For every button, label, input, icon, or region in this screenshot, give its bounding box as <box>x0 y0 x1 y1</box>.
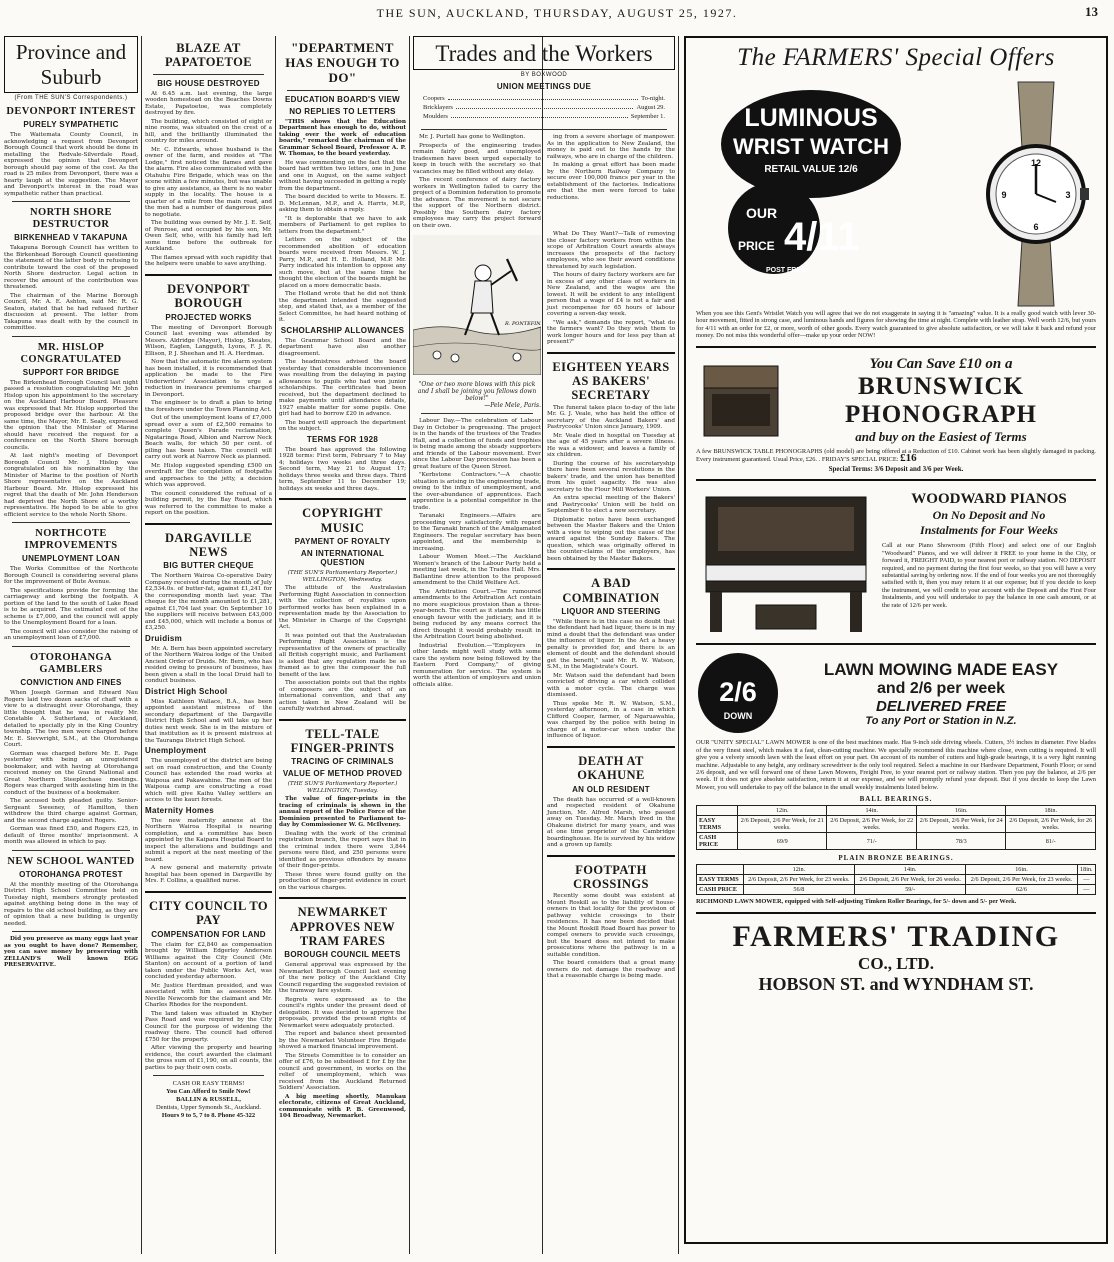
article-paragraph: Miss Kathleen Wallace, B.A., has been appointed assistant mistress of the secondary department of the Dargaville District High School and will take up her duties next week. She is in the mixture of that institution as it is present mistress at the Tauranga District High School. <box>145 698 272 744</box>
watch-icon <box>976 78 1096 310</box>
table-row <box>697 885 1096 895</box>
cartoon-signature: R. PONTEFIN. <box>505 321 541 327</box>
article-headline: CITY COUNCIL TO PAY <box>149 898 268 928</box>
row-label: EASY TERMS <box>697 816 738 833</box>
watch-headline: WRIST WATCH <box>732 134 890 159</box>
article-paragraph: The report and balance sheet presented by the Newmarket Volunteer Fire Brigade showed a marked financial improvement. <box>279 1031 406 1051</box>
article-paragraph: During the course of his secretaryship there have been several revolutions in the bakers' trade, and the union has benefited from his quiet sagacity. He was also secretary to the Flour Mill Workers' Union. <box>547 460 675 493</box>
size-header: 14in. <box>827 806 917 816</box>
article-paragraph: It was pointed out that the Australasian Performing Right Association is the representative of the owners of practically all British copyright music, and Parliament is asked that any regulation made be so framed as to give the composer the full benefit of the law. <box>279 632 406 678</box>
article-headline: A BAD COMBINATION <box>562 576 660 605</box>
article-headline: "DEPARTMENT HAS ENOUGH TO DO" <box>285 40 400 85</box>
column-rule <box>141 36 142 1254</box>
article-paragraph: The Grammar School Board and the department have also another disagreement. <box>279 337 406 357</box>
table-cell: 2/6 Deposit, 2/6 Per Week, for 23 weeks. <box>966 875 1077 885</box>
article-subhead: UNION MEETINGS DUE <box>496 82 592 91</box>
phonograph-icon <box>696 354 786 444</box>
article-paragraph: At 6.45 a.m. last evening, the large wooden homestead on the Beaches Downs Estate, Papatoetoe, was completely destroyed by fire. <box>145 90 272 117</box>
masthead-title: THE SUN, AUCKLAND, THURSDAY, AUGUST 25, 1927. <box>376 6 738 20</box>
article-paragraph: The death has occurred of a well-known and respected resident of Okahune Junction, Mr. Alfred Marsh, who passed away on Tuesday. Mr. Marsh lived in the Ohakune district for many years, and was at one time proprietor of the Cambridge boardinghouse. He is survived by his widow and a grown up family. <box>547 796 675 849</box>
article-paragraph: Diplomatic notes have been exchanged between the Master Bakers and the Union with a view to wiping out the cause of the award against the Sunday Bakers. The question, which was originally offered in the counter-claims of the employers, has been obtained by the Master Bakers. <box>547 516 675 562</box>
article-paragraph: Labour Women Meet.—The Auckland Women's branch of the Labour Party held a meeting last week, in the Trades Hall. Mrs. Ballantine drew attention to the proposed amendment to the Child Welfare Act. <box>413 554 541 586</box>
article-headline: DEVONPORT BOROUGH <box>167 281 250 311</box>
article-paragraph: The association points out that the rights of composers are the subject of an international convention, and that any action taken in New Zealand will be carefully watched abroad. <box>279 680 406 713</box>
article-paragraph: The building was owned by Mr. J. E. Self, of Penrose, and occupied by his son, Mr. Owen Self, who, with his family had left some time before the outbreak for Auckland. <box>145 220 272 253</box>
article-subsection: District High School <box>145 686 228 696</box>
article-subhead: BOROUGH COUNCIL MEETS <box>284 950 401 960</box>
plain-bearings-heading: PLAIN BRONZE BEARINGS. <box>838 854 954 863</box>
table-cell: 78/3 <box>916 833 1006 850</box>
mower-price-badge <box>696 651 780 735</box>
article-subhead: BIG BUTTER CHEQUE <box>163 561 254 571</box>
watch-price-label: PRICE <box>738 239 775 253</box>
article-paragraph: Regrets were expressed as to the council's rights under the present deed of delegation. It was decided to approve the proposals, provided the present rights of Newmarket were adequately protected. <box>279 996 406 1029</box>
meeting-name: Moulders <box>423 113 448 120</box>
article-subhead: BIG HOUSE DESTROYED <box>157 78 260 88</box>
article-paragraph: The board will approach the department on the subject. <box>279 419 406 433</box>
article-paragraph: Taranaki Engineers.—Affairs are proceeding very satisfactorily with regard to the Taranaki branch of the Amalgamated Engineers. The regular secretary has been appointed, and the membership is increasing. <box>413 513 541 552</box>
section-byline: BY BOXWOOD <box>520 72 568 78</box>
article-paragraph: The Holland wrote that he did not think the department intended the suggested step, and stated that, as a member of the Select Committee, he had heard nothing of it. <box>279 291 406 324</box>
column-rule <box>275 36 276 1254</box>
watch-our: OUR <box>746 205 778 221</box>
cartoon-illustration <box>413 235 541 375</box>
article-paragraph: The Streets Committee is to consider an offer of £76, to be subsidised £ for £ by the council and government, in works on the relief of unemployment, which was received from the Auckland Returned Soldiers' Association. <box>279 1052 406 1092</box>
row-label: CASH PRICE <box>697 833 738 850</box>
table-cell: 2/6 Deposit, 2/6 Per Week, for 24 weeks. <box>916 816 1006 833</box>
table-cell: 81/- <box>1006 833 1096 850</box>
article-subhead: PROJECTED WORKS <box>165 312 252 322</box>
article-paragraph: Letters on the subject of the recommended abolition of education boards were received from Messrs. W. J. Parry, M.P., and H. E. Holland, M.P. Mr. Parry indicated his intention to oppose any such move, but at the same time he thought the election of the boards might be placed on a more democratic basis. <box>279 237 406 289</box>
article-paragraph: Gorman was charged before Mr. E. Page yesterday with being an unregistered bookmaker, and with having at Otorohanga received money on the Grand National and Great Northern Steeplechase meetings. Rogers was charged with assisting him in the conduct of the business of a bookmaker. <box>4 750 138 796</box>
article-subhead: AN INTERNATIONAL QUESTION <box>300 549 385 568</box>
article-paragraph: The board decided to write to Messrs. E. D. McLennan, M.P., and A. Harris, M.P., asking them to obtain a reply. <box>279 194 406 214</box>
article-dateline: (THE SUN'S Parliamentary Reporter.) WELLINGTON, Tuesday. <box>287 781 398 794</box>
article-paragraph: The Birkenhead Borough Council last night passed a resolution congratulating Mr. John Hislop upon his appointment to the secretary on the Auckland Harbour Board. Pleasure was expressed that Mr. Hislop supported the proposed bridge over the harbour. At the same time, the Mayor, Mr. E. Sealy, expressed the opinion that the Minister of Marine should have received the request for a conference on the North Shore borough councils. <box>4 379 138 451</box>
watch-post: POST FREE <box>766 267 806 274</box>
section-banner: Province and Suburb <box>4 36 138 93</box>
article-paragraph: The Waitemata County Council, in acknowledging a request from Devonport Borough Council that work should be done in metalling the Redvale-Silverdale Road, expressed the opinion that Devonport borough should pay some of the cost. As the road is 25 miles from Devonport, there was a hearty laugh at the suggestion. The Mayor and Devonport's interest in the road was sympathetic rather than practical. <box>4 132 138 197</box>
article-subhead: LIQUOR AND STEERING <box>561 606 661 616</box>
article-paragraph: Mr. Hislop suggested spending £500 on overdraft for the completion of footpaths and approaches to the jetty, a decision which was approved. <box>145 462 272 488</box>
article-lede: "THIS shows that the Education Department has enough to do, without taking over the work of education boards," remarked the chairman of the Grammar School Board, Professor A. P. W. Thomas, to the board yesterday. <box>279 118 406 158</box>
footer-company-suffix: CO., LTD. <box>858 953 934 973</box>
row-label: EASY TERMS <box>697 875 744 885</box>
article-paragraph: After viewing the property and hearing evidence, the court awarded the claimant the gross sum of £1,190, on all counts, the parties to pay their own costs. <box>145 1045 272 1071</box>
article-paragraph: The board considers that a great many owners do not damage the roadway and that a reasonable charge is being made. <box>547 960 675 980</box>
section-banner: Trades and the Workers <box>413 36 675 70</box>
article-paragraph: "Kerbstone Contractors."—A chaotic situation is arising in the engineering trade, owing to the influx of unemployment, and the over-abundance of apprentices. Each apprentice is a potential competitor in the trade. <box>413 472 541 511</box>
meeting-date: August 29. <box>636 104 665 111</box>
article-paragraph: The specifications provide for forming the carriageway and kerbing the footpath. A portion of the land to the south of Lake Road is to be acquired. The estimated cost of the scheme is £7,000, and the council will apply to the Unemployment Board for a loan. <box>4 587 138 627</box>
svg-text:12: 12 <box>1030 158 1042 168</box>
table-row <box>697 833 1096 850</box>
advert-farmers <box>684 36 1108 1254</box>
masthead <box>0 0 1114 30</box>
article-paragraph: A new general and maternity private hospital has been opened in Dargaville by Mrs. F. Collins, a qualified nurse. <box>145 865 272 885</box>
table-cell: — <box>1077 885 1095 895</box>
article-paragraph: Labour Day.—The celebration of Labour Day in October is progressing. The project is in the hands of the trustees of the Trades Hall, and a collection of funds and trophies is being made among the steady supporters and friends of the Labour movement. Ever since the Labour Day procession has been a great feature of the Queen Street. <box>413 418 541 470</box>
size-header: 12in. <box>743 865 854 875</box>
article-paragraph: Mr. Watson said the defendant had been convicted of driving a car which collided with a motor cycle. The charge was dismissed. <box>547 672 675 699</box>
article-paragraph: The accused both pleaded guilty. Senior-Sergeant Sweeney, of Hamilton, then withdrew the third charge against Gorman, and the second charge against Rogers. <box>4 798 138 824</box>
piano-title: WOODWARD PIANOS <box>911 491 1067 508</box>
article-headline: DARGAVILLE NEWS <box>164 530 253 559</box>
advert-dentist <box>145 1080 272 1120</box>
mower-port: To any Port or Station in N.Z. <box>865 714 1017 727</box>
phonograph-save: You Can Save £10 on a <box>869 356 1013 373</box>
article-paragraph: The new maternity annexe at the Northern Wairoa Hospital is nearing completion, and a committee has been appointed by the Kaipara Hospital Board to inspect the alterations and buildings and submit a report at the next meeting of the board. <box>145 817 272 863</box>
footer-address: HOBSON ST. and WYNDHAM ST. <box>758 973 1034 994</box>
watch-headline: LUMINOUS <box>744 104 878 132</box>
article-paragraph: "While there is in this case no doubt that the defendant had had liquor, there is in my mind a doubt that the defendant was under the influence of liquor. In the Act a heavy penalty is provided for, and there is an element of doubt and the defendant should get the benefit," said Mr. R. W. Watson, S.M., in the Magistrate's Court. <box>547 618 675 671</box>
article-paragraph: These three were found guilty on the production of finger-print evidence in court on the various charges. <box>279 871 406 891</box>
meeting-row <box>423 103 665 112</box>
phonograph-text: A few BRUNSWICK TABLE PHONOGRAPHS (old model) are being offered at a Reduction of £10. Cabinet work has been slightly damaged in packing. Every instrument guaranteed. Usual Price, £26. . FRIDAY'S SPECIAL PRICE: <box>696 447 1096 464</box>
article-subhead: CONVICTION AND FINES <box>20 678 122 688</box>
watch-graphic <box>696 78 956 310</box>
column-trades <box>413 36 675 1254</box>
phonograph-price: £16 <box>900 452 917 465</box>
article-subhead: TRACING OF CRIMINALS <box>291 757 394 767</box>
size-header: 18in. <box>1077 865 1095 875</box>
article-paragraph: The building, which consisted of eight or nine rooms, was situated on the crest of a hill, and the brilliantly illuminated the country for miles around. <box>145 118 272 145</box>
article-paragraph: Mr. Justice Herdman presided, and was associated with him as assessors Mr. Neville Newcomb for the claimant and Mr. Charles Rhodes for the respondent. <box>145 982 272 1008</box>
advert-box <box>684 36 1108 1244</box>
article-subhead: OTOROHANGA PROTEST <box>19 869 123 879</box>
svg-text:3: 3 <box>1065 190 1071 200</box>
article-paragraph: Prospects of the engineering trades remain fairly good, and unemployed tradesmen have been urged especially to keep in touch with the secretary so that vacancies may be filled without any delay. <box>413 142 541 175</box>
article-dateline: (THE SUN'S Parliamentary Reporter.) WELLINGTON, Wednesday. <box>287 570 398 583</box>
article-paragraph: Mr. J. Purtell has gone to Wellington. <box>419 134 526 140</box>
article-paragraph: What Do They Want?—Talk of removing the closer factory workers from within the scope of Arbitration Court awards always increases the prospects of the factory employees, who see their award conditions threatened by such legislation. <box>547 231 675 270</box>
article-paragraph: The engineer is to draft a plan to bring the foreshore under the Town Planning Act. <box>145 400 272 413</box>
ball-bearings-table <box>696 805 1096 850</box>
article-paragraph: Recently some doubt was existent at Mount Roskill as to the liability of house-owners in that locality for the provision of pathway vehicle crossings to their residences. It has now been decided that the Mount Roskill Road Board has power to compel owners to provide such crossings, but the board does not intend to make prosecutions where the pathway is in a suitable condition. <box>547 893 675 958</box>
article-paragraph: "We ask," demands the report, "what do the farmers want? Do they wish them to work longer hours and for less pay than at present?" <box>547 319 675 345</box>
article-paragraph: The unemployed of the district are being set on road construction, and the County Council has extended the road works at Waipoua and Pakawahine. The men of the Waipoua camp are constructing a road which will give Kaihu Valley settlers an access to the kauri forests. <box>145 758 272 804</box>
size-header: 14in. <box>855 865 966 875</box>
article-subhead: PAYMENT OF ROYALTY <box>294 537 391 547</box>
article-paragraph: Industrial Evolution.—"Employers in other lands might well study with some care the system now being followed by the Eastern Ford Company," of giving remuneration for service. The system is worth the attention of employers and union officials alike. <box>413 642 541 688</box>
article-headline: DEVONPORT INTEREST <box>6 106 136 117</box>
plain-bearings-table <box>696 864 1096 895</box>
article-headline: TELL-TALE FINGER-PRINTS <box>290 726 395 755</box>
advert-line: BALLIN & RUSSELL, <box>176 1096 241 1103</box>
article-paragraph: He was commenting on the fact that the board had written two letters, one in June and one in August, on the same subject without having succeeded in getting a reply from the department. <box>279 159 406 192</box>
article-paragraph: Gorman was fined £50, and Rogers £25, in default of three months' imprisonment. A month was allowed in which to pay. <box>4 826 138 846</box>
table-cell: 56/8 <box>743 885 854 895</box>
meeting-date: To-night. <box>641 95 665 102</box>
watch-retail: RETAIL VALUE 12/6 <box>764 164 858 175</box>
column-papatoetoe <box>145 36 272 1254</box>
article-paragraph: The headmistress advised the board yesterday that considerable inconvenience was resulting from the delaying in paying allowances to pupils who had won junior scholarships. The certificates had been received, but the department declined to make payments until attendance details, 1927 enable matter for some pupils. One girl had had to borrow £20 in advance. <box>279 359 406 418</box>
table-cell: 71/- <box>827 833 917 850</box>
article-paragraph: In making a great effort has been made by the Northern Railway Company to secure over 100,000 francs per year in the establishment of the factories. Indications are that the men were forced to take reductions. <box>547 162 675 201</box>
table-cell: 2/6 Deposit, 2/6 Per Week, for 26 weeks. <box>1006 816 1096 833</box>
watch-price: 4/11 <box>784 215 860 259</box>
table-header-row <box>697 806 1096 816</box>
size-header: 16in. <box>916 806 1006 816</box>
advert-line: Dentists, Upper Symonds St., Auckland. <box>155 1104 262 1111</box>
meetings-list <box>413 94 675 125</box>
advert-title: The FARMERS' Special Offers <box>737 44 1055 71</box>
table-cell: 59/- <box>855 885 966 895</box>
table-row <box>697 816 1096 833</box>
phonograph-subtitle: and buy on the Easiest of Terms <box>855 429 1027 445</box>
article-paragraph: Mr. C. Edwards, whose husband is the owner of the farm, and resides at "The Lodge," first noticed the flames and gave the alarm. Fire also communicated with the Otahuhu Fire Brigade, which was on the scene within a few minutes, but was unable to give any assistance, as there is no water supply in the locality. The house is a quarter of a mile from the main road, and the men had a number of dangerous piles to negotiate. <box>145 146 272 218</box>
article-paragraph: At the monthly meeting of the Otorohanga District High School Committee held on Tuesday night, members strongly protested against anything being done in the way of repairs to the old school building, as they are of opinion that a new building is urgently needed. <box>4 881 138 927</box>
table-corner <box>697 806 738 816</box>
article-paragraph: Mr. Veale died in hospital on Tuesday at the age of 45 years after a severe illness. He was a widower, and leaves a family of six children. <box>547 432 675 459</box>
article-lede: The value of finger-prints in the tracing of criminals is shown in the annual report of the Police Force of the Dominion presented to Parliament to-day by Commissioner W. G. McIlveney. <box>279 796 406 829</box>
table-cell: — <box>1077 875 1095 885</box>
article-paragraph: The flames spread with such rapidity that the helpers were unable to save anything. <box>145 254 272 268</box>
phonograph-title-2: PHONOGRAPH <box>845 401 1037 429</box>
column-rule <box>409 36 410 1254</box>
phonograph-terms: Special Terms: 3/6 Deposit and 3/6 per Week. <box>828 465 964 474</box>
article-paragraph: The funeral takes place to-day of the late Mr. G. J. Veale, who has held the office of secretary of the Auckland Bakers' and Pastrycooks' Union since January, 1909. <box>547 404 675 431</box>
article-paragraph: The board has approved the following 1928 terms: First term, February 7 to May 4; holidays two weeks and three days. Second term, May 21 to August 17; holidays three weeks and three days. Third term, September 11 to December 19; holidays six weeks and three days. <box>279 446 406 492</box>
piano-icon <box>696 487 876 637</box>
column-department <box>279 36 406 1254</box>
table-cell: 2/6 Deposit, 2/6 Per Week, for 23 weeks. <box>743 875 854 885</box>
page-number: 13 <box>1085 4 1098 19</box>
advert-line: CASH OR EASY TERMS! <box>172 1080 245 1087</box>
article-paragraph: The claim for £2,840 as compensation brought by William Edgerley Anderson Williams against the City Council (Mr. Stanton) on account of a portion of land taken under the Public Works Act, was concluded yesterday afternoon. <box>145 941 272 980</box>
meeting-name: Coopers <box>423 95 445 102</box>
table-row <box>697 875 1096 885</box>
column-rule <box>678 36 679 1254</box>
article-subhead: SCHOLARSHIP ALLOWANCES <box>280 325 405 335</box>
watch-description: When you see this Gent's Wristlet Watch you will agree that we do not exaggerate in saying it is "amazing" value. It is a really good watch with lever 30-hour movement, fitted in strong case, and luminous hands and figures for showing the time at night. Complete with leather strap. Well worth 12/6, but yours for 4/11 with an order for £2, or more, worth of other goods. Every watch guaranteed to give absolute satisfaction, or we will take it back and refund your money. Do not miss this wonderful offer—make up your order NOW! <box>696 310 1096 340</box>
phonograph-title: BRUNSWICK <box>858 373 1024 401</box>
svg-text:6: 6 <box>1033 222 1039 232</box>
article-paragraph: General approval was expressed by the Newmarket Borough Council last evening of the new policy of the Auckland City Council regarding the suggested revision of the tramway fare system. <box>279 962 406 995</box>
table-cell: 69/9 <box>737 833 827 850</box>
size-header: 18in. <box>1006 806 1096 816</box>
article-headline: COPYRIGHT MUSIC <box>302 506 383 535</box>
table-cell: 2/6 Deposit, 2/6 Per Week, for 26 weeks. <box>855 875 966 885</box>
article-headline: NORTH SHORE DESTRUCTOR <box>30 207 112 231</box>
mower-title: LAWN MOWING MADE EASY <box>823 659 1059 679</box>
article-paragraph: At last night's meeting of Devonport Borough Council Mr. J. Hislop was congratulated on his nomination by the Minister of Marine to the position of North Shore representative on the Auckland Harbour Board. Mr. Hislop expressed his regret that the death of Mr. John Henderson had deprived the North Shore of a worthy representative. He hoped to be able to give efficient service to the whole North Shore. <box>4 453 138 518</box>
advert-zelland: Did you preserve as many eggs last year as you ought to have done? Remember, you can save money by preserving with ZELLAND'S Well known EGG PRESERVATIVE. <box>4 936 138 969</box>
article-paragraph: Thus spoke Mr. R. W. Watson, S.M., yesterday afternoon, in a case in which Clifford Cooper, farmer, of Ngaruawahia, was charged by the police with being in charge of a motor-car when under the influence of liquor. <box>547 700 675 740</box>
article-paragraph: The land taken was situated in Khyber Pass Road and was required by the City Council for the purpose of widening the roadway there. The council had offered £750 for the property. <box>145 1010 272 1043</box>
article-subhead: PURELY SYMPATHETIC <box>23 120 119 130</box>
article-paragraph: The hours of dairy factory workers are far in excess of any other class of workers in New Zealand, and the wages are the lowest. It will be evident to any intelligent person that a wage of £4 is not a fair and just recompense for 65 hours of labour covering a seven-day week. <box>547 272 675 317</box>
article-subhead: TERMS FOR 1928 <box>306 434 379 444</box>
mower-description: OUR "UNITY SPECIAL" LAWN MOWER is one of the best machines made. Has 9-inch side driving wheels. Cutters, 3½ inches in diameter. Five blades of the very finest steel, which makes it a fast, clean-cutting machine. We specially recommend this machine where close, even cutting is required. It will give you a velvety smooth lawn with the least effort on your part. On account of its number of cutters and high-grade bearings, it is a very light running machine. Adjustable to any height, any ordinary screwdriver is the only tool required. Select a machine in our Hardware Department, Fourth Floor; or send 2/6 deposit, and we will forward one of these Lawn Mowers, Freight Free, to your nearest port or railway station. Then you pay the balance, at 2/6 per week. If it does not give absolute satisfaction, return it at our expense, and we will promptly refund your deposit. But if you decide to keep the Lawn Mower, you will undertake to pay off the balance in the small weekly instalments listed below. <box>696 739 1096 791</box>
ball-bearings-heading: BALL BEARINGS. <box>859 795 933 804</box>
article-headline: NEW SCHOOL WANTED <box>7 855 135 867</box>
table-header-row <box>697 865 1096 875</box>
article-subsection: Maternity Homes <box>145 805 214 815</box>
advert-line: You Can Afford to Smile Now! <box>166 1088 251 1095</box>
article-headline: MR. HISLOP CONGRATULATED <box>20 341 122 365</box>
table-corner <box>697 865 744 875</box>
piano-subtitle: On No Deposit and No <box>932 508 1046 523</box>
mower-delivered: DELIVERED FREE <box>875 697 1007 715</box>
article-headline: DEATH AT OKAHUNE <box>577 753 645 783</box>
article-subhead: COMPENSATION FOR LAND <box>151 929 266 939</box>
article-subhead: VALUE OF METHOD PROVED <box>282 769 403 779</box>
cartoon-source: —Pele Mele, Paris. <box>484 402 541 409</box>
article-headline: NEWMARKET APPROVES NEW TRAM FARES <box>289 905 396 949</box>
article-headline: NORTHCOTE IMPROVEMENTS <box>24 528 118 552</box>
article-paragraph: An extra special meeting of the Bakers' and Pastrycooks' Union will be held on September 6 to elect a new secretary. <box>547 495 675 515</box>
article-paragraph: Dealing with the work of the criminal registration branch, the report says that in the criminal index there were 3,844 persons were filed, and 250 persons were identified as previous offenders by means of their finger-prints. <box>279 830 406 870</box>
article-subhead: AN OLD RESIDENT <box>572 784 650 794</box>
meeting-name: Bricklayers <box>423 104 453 111</box>
article-headline: EIGHTEEN YEARS AS BAKERS' SECRETARY <box>552 359 670 403</box>
article-paragraph: "It is deplorable that we have to ask members of Parliament to get replies to letters from the department." <box>279 215 406 235</box>
article-paragraph: The Arbitration Court.—The rumoured amendments to the Arbitration Act contain no more suspicious provision than a three-year-bench. The court as it stands has little enough favour with the judiciary, and it is being reduced by any means correct the direct thought it would probably result in the Arbitration Court being abolished. <box>413 588 541 640</box>
article-paragraph: Takapuna Borough Council has written to the Birkenhead Borough Council questioning the statement of the latter body in refusing to contribute toward the cost of the proposed North Shore destructor. Legal action in recover the amount of the contribution was threatened. <box>4 245 138 291</box>
article-paragraph: Out of the unemployment loans of £7,000 spread over a sum of £2,500 remains to complete Queen's Parade reclamation, Ngataringa Road, Albion and Narrow Neck Beach walls, for which 50 per cent. of piling has been taken. The council will carry out work at Narrow Neck as planned. <box>145 415 272 460</box>
section-byline: (From THE SUN'S Correspondents.) <box>14 95 128 101</box>
article-subhead: SUPPORT FOR BRIDGE <box>22 367 120 377</box>
article-paragraph: The council considered the refusal of a building permit, by the Bay Road, which was referred to the committee to make a report on the position. <box>145 490 272 516</box>
mower-down: DOWN <box>723 711 753 722</box>
article-paragraph: The council will also consider the raising of an unemployment loan of £7,000. <box>4 628 138 642</box>
size-header: 16in. <box>966 865 1077 875</box>
article-paragraph: Now that the automatic fire alarm system has been installed, it is recommended that application be made to the Fire Underwriters' Association to urge a reduction in insurance premiums charged in Devonport. <box>145 359 272 398</box>
article-headline: BLAZE AT PAPATOETOE <box>165 41 252 70</box>
article-paragraph: ing from a severe shortage of manpower. As in the application to New Zealand, the money is paid out to the hands by the railways, who are in charge of the children. <box>547 134 675 160</box>
article-subsection: Druidism <box>145 633 183 643</box>
svg-text:9: 9 <box>1001 190 1007 200</box>
meeting-row <box>423 94 665 103</box>
article-paragraph: The Northern Wairoa Co-operative Dairy Company received during the month of July £2,534.0s. of butter-fat, against £1,241 for the corresponding month last year. The cheque for the month amounted to £1,281, against £1,704 last year. On September 10 the suppliers will receive between £43,000 and £45,000, which will include a bonus of £3,250. <box>145 573 272 632</box>
size-header: 12in. <box>737 806 827 816</box>
mower-price: 2/6 <box>719 677 757 708</box>
article-subsection: Unemployment <box>145 746 207 756</box>
article-paragraph: The Works Committee of the Northcote Borough Council is considering several plans for the improvement of Bute Avenue. <box>4 566 138 586</box>
table-cell: 62/6 <box>966 885 1077 895</box>
article-subhead: UNEMPLOYMENT LOAN <box>22 554 120 564</box>
article-headline: OTOROHANGA GAMBLERS <box>30 651 112 675</box>
cartoon-caption: "One or two more blows with this pick and I shall be joining you fellows down below!" <box>417 381 537 402</box>
article-paragraph: A big meeting shortly, Manukau electorate, citizens of Great Auckland, communicate with P. B. Greenwood, 104 Broadway, Newmarket. <box>279 1093 406 1120</box>
meeting-row <box>423 112 665 121</box>
meeting-date: September 1. <box>630 113 665 120</box>
phonograph-description <box>696 448 1096 464</box>
column-province <box>4 36 138 1254</box>
mower-weekly: and 2/6 per week <box>876 679 1006 697</box>
article-headline: FOOTPATH CROSSINGS <box>573 862 649 891</box>
article-paragraph: The attitude of the Australasian Performing Right Association in connection with the collection of royalties upon performed works has been explained in a representation made by the Association to the Minister in Charge of the Copyright Act. <box>279 585 406 631</box>
piano-description: Call at our Piano Showroom (Fifth Floor) and select one of our English "Woodward" Pianos, and we will deliver it FREE to your home in the City, or forward it, FREIGHT PAID, to your nearest port or railway station. NO DEPOSIT required, and no payment during the first four weeks, so that you will have a very substantial saving by ordering now. If the end of four weeks you are not thoroughly satisfied with it, then you may return it at our expense; but if you decide to keep the instrument, we will credit to your account with the Deposit and the First Four Instalments, and you will undertake to pay the balance in one cash amount, or at the rate of 12/6 per week. <box>882 542 1096 609</box>
richmond-note: RICHMOND LAWN MOWER, equipped with Self-adjusting Timken Roller Bearings, for 5/- down and 5/- per Week. <box>696 898 1017 906</box>
table-cell: 2/6 Deposit, 2/6 Per Week, for 22 weeks. <box>827 816 917 833</box>
article-paragraph: Mr. A. Bern has been appointed secretary of the Northern Wairoa lodge of the United Ancient Order of Druids. Mr. Bern, who has resided owing to pressure of business, has been given a stall in the local Druid hall to conduct business. <box>145 645 272 685</box>
table-cell: 2/6 Deposit, 2/6 Per Week, for 21 weeks. <box>737 816 827 833</box>
article-subhead: NO REPLIES TO LETTERS <box>289 106 396 116</box>
advert-line: Hours 9 to 5, 7 to 8. Phone 45-322 <box>161 1112 256 1119</box>
article-subhead: EDUCATION BOARD'S VIEW <box>284 94 401 104</box>
article-paragraph: The chairman of the Marine Borough Council, Mr. A. E. Ashton, said Mr. R. G. Seaton, stated that he had refused further discussion at present. The letter from Takapuna was dealt with by the council in committee. <box>4 292 138 332</box>
article-subhead: BIRKENHEAD V TAKAPUNA <box>14 233 128 243</box>
piano-subtitle-2: Instalments for Four Weeks <box>920 523 1058 538</box>
article-paragraph: The meeting of Devonport Borough Council last evening was attended by Messrs. Aldridge (Mayor), Hislop, Skeates, Wilson, Eaglen, Langguth, Lyons, F. J. R. Ellison, P. J. Sheehan and H. A. Herdman. <box>145 324 272 357</box>
footer-company: FARMERS' TRADING <box>732 919 1060 953</box>
row-label: CASH PRICE <box>697 885 744 895</box>
article-paragraph: When Joseph Gorman and Edward Nau Rogers laid two dozen sacks of chaff with a view to a distraught over Otorohanga, they little thought that he was in reality Mr. Constable A. Sutherland, of Auckland, detailed to specially ply in the King Country township. The two men were charged before Mr. E. Sievwright, S.M., at the Otorohanga Court. <box>4 690 138 749</box>
article-paragraph: The recent conference of dairy factory workers in Wellington failed to carry the project of a Dominion federation to promote the advance. The movement is not secure the support of the Northern district. Possibly the Southern dairy factory employees may carry the project forward on their own. <box>413 177 541 229</box>
